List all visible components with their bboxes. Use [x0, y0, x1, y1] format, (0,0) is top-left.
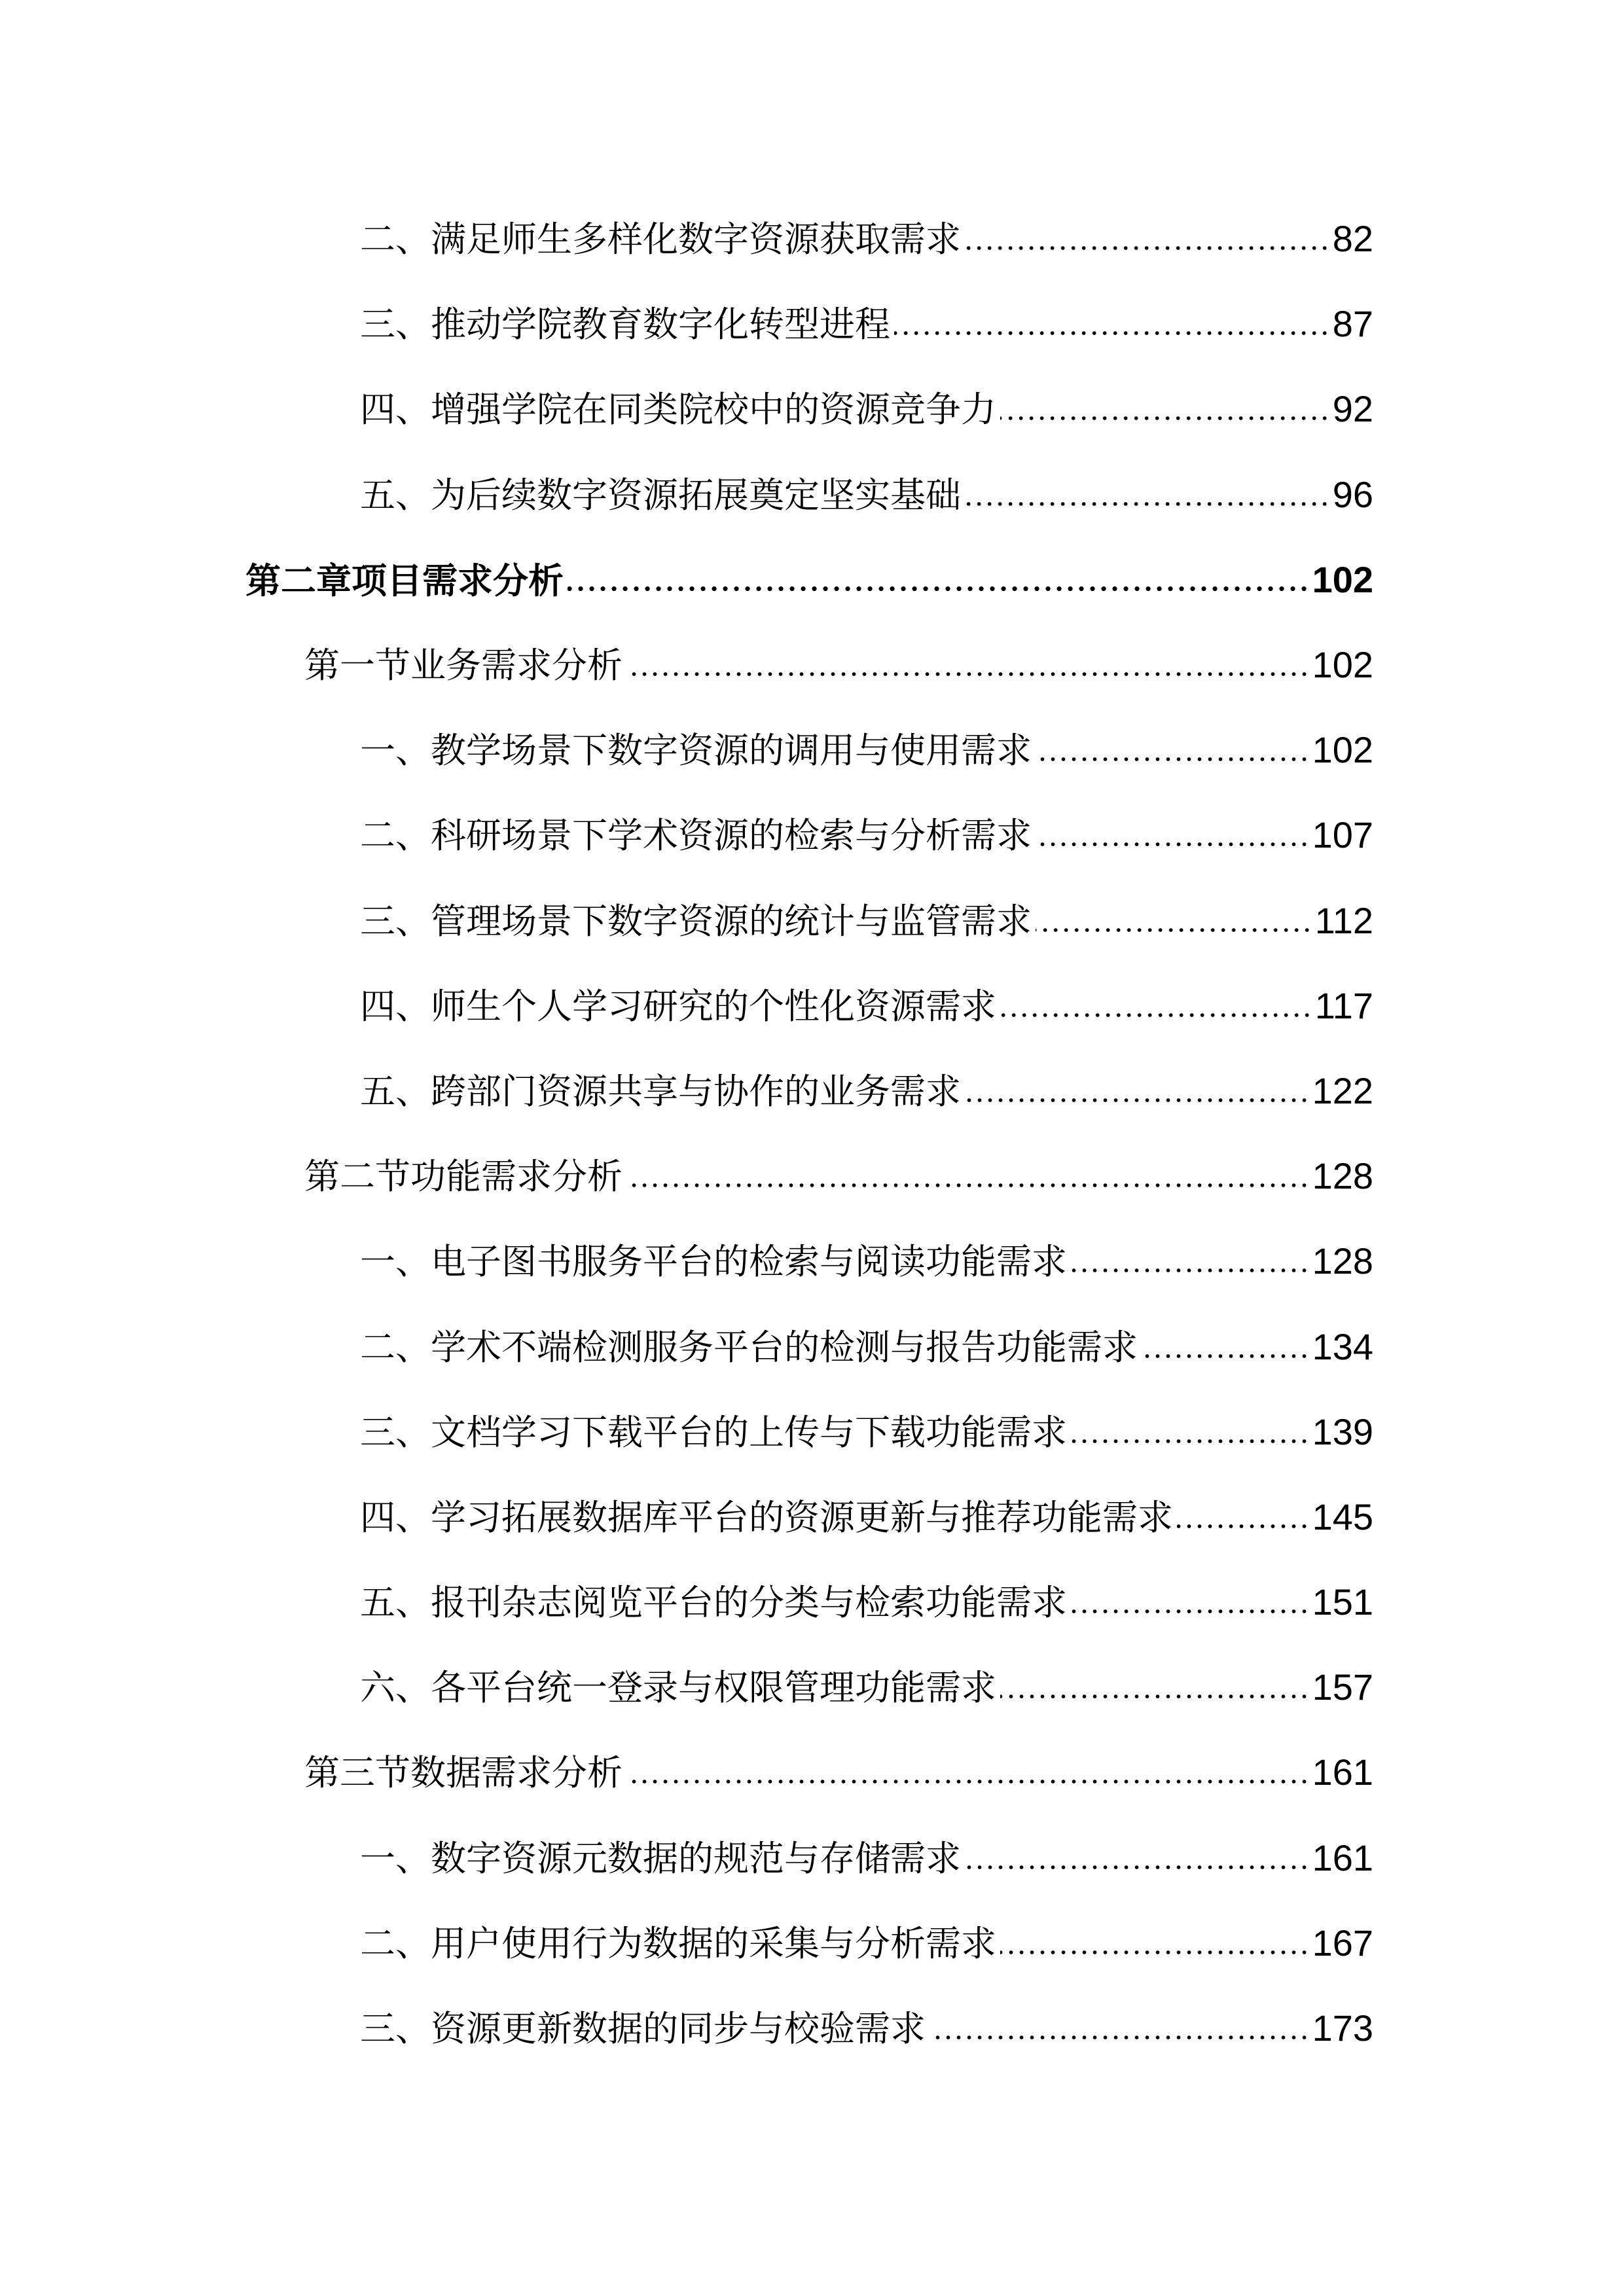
toc-entry-title: 六、各平台统一登录与权限管理功能需求	[360, 1667, 996, 1709]
toc-entry-title: 三、管理场景下数字资源的统计与监管需求	[360, 900, 1032, 942]
toc-entry-page-number: 161	[1312, 1837, 1373, 1878]
dot-leader	[1000, 416, 1330, 421]
toc-entry-title: 五、报刊杂志阅览平台的分类与检索功能需求	[360, 1582, 1067, 1624]
dot-leader	[626, 1779, 1310, 1784]
toc-entry-title: 二、满足师生多样化数字资源获取需求	[360, 219, 961, 260]
toc-entry[interactable]	[0, 1219, 1624, 1304]
toc-entry-page-number: 92	[1332, 388, 1373, 430]
toc-entry[interactable]	[0, 367, 1624, 452]
dot-leader	[626, 1183, 1310, 1188]
toc-entry[interactable]	[0, 793, 1624, 878]
toc-section-title: 第一节业务需求分析	[304, 645, 623, 687]
toc-section-entry[interactable]	[0, 1134, 1624, 1219]
dot-leader	[929, 2035, 1310, 2040]
dot-leader	[965, 1098, 1310, 1103]
toc-entry-title: 四、师生个人学习研究的个性化资源需求	[360, 985, 996, 1027]
toc-chapter-entry[interactable]	[0, 537, 1624, 622]
toc-entry-title: 五、跨部门资源共享与协作的业务需求	[360, 1070, 961, 1112]
toc-entry-page-number: 139	[1312, 1410, 1373, 1452]
toc-chapter-title: 第二章项目需求分析	[245, 559, 564, 601]
toc-entry-page-number: 117	[1314, 984, 1373, 1026]
toc-entry[interactable]	[0, 1304, 1624, 1389]
toc-entry[interactable]	[0, 878, 1624, 963]
dot-leader	[1036, 842, 1310, 847]
toc-entry[interactable]	[0, 1390, 1624, 1475]
toc-entry[interactable]	[0, 708, 1624, 793]
dot-leader	[1036, 757, 1310, 762]
toc-entry[interactable]	[0, 196, 1624, 281]
toc-entry-page-number: 87	[1332, 303, 1373, 345]
toc-entry[interactable]	[0, 1049, 1624, 1134]
toc-entry[interactable]	[0, 1645, 1624, 1730]
toc-entry-title: 五、为后续数字资源拓展奠定坚实基础	[360, 474, 961, 516]
dot-leader	[1071, 1439, 1310, 1444]
toc-entry-title: 三、资源更新数据的同步与校验需求	[360, 2008, 926, 2050]
toc-section-title: 第二节功能需求分析	[304, 1156, 623, 1198]
toc-entry-title: 二、学术不端检测服务平台的检测与报告功能需求	[360, 1326, 1138, 1368]
toc-entry-title: 三、推动学院教育数字化转型进程	[360, 304, 890, 346]
toc-entry[interactable]	[0, 281, 1624, 367]
toc-entry[interactable]	[0, 1560, 1624, 1645]
toc-entry-page-number: 102	[1312, 644, 1373, 686]
toc-entry-title: 四、增强学院在同类院校中的资源竞争力	[360, 389, 996, 431]
toc-entry[interactable]	[0, 963, 1624, 1049]
dot-leader	[1177, 1524, 1310, 1529]
dot-leader	[1000, 1950, 1310, 1955]
toc-entry-page-number: 107	[1312, 814, 1373, 856]
toc-entry[interactable]	[0, 1816, 1624, 1901]
toc-entry[interactable]	[0, 1986, 1624, 2071]
toc-entry-title: 四、学习拓展数据库平台的资源更新与推荐功能需求	[360, 1496, 1173, 1538]
toc-entry-page-number: 112	[1314, 899, 1373, 941]
toc-entry-page-number: 122	[1312, 1069, 1373, 1111]
toc-entry[interactable]	[0, 452, 1624, 537]
toc-entry-title: 二、科研场景下学术资源的检索与分析需求	[360, 815, 1032, 857]
toc-entry-page-number: 128	[1312, 1240, 1373, 1282]
toc-entry-page-number: 145	[1312, 1496, 1373, 1537]
toc-entry-page-number: 134	[1312, 1325, 1373, 1367]
toc-entry[interactable]	[0, 1901, 1624, 1986]
table-of-contents	[0, 196, 1624, 2071]
toc-entry-page-number: 102	[1312, 558, 1373, 600]
toc-entry[interactable]	[0, 1475, 1624, 1560]
dot-leader	[1071, 1268, 1310, 1273]
toc-entry-title: 一、数字资源元数据的规范与存储需求	[360, 1837, 961, 1879]
toc-entry-page-number: 167	[1312, 1922, 1373, 1964]
toc-entry-title: 一、教学场景下数字资源的调用与使用需求	[360, 730, 1032, 772]
toc-entry-page-number: 157	[1312, 1666, 1373, 1708]
toc-entry-title: 三、文档学习下载平台的上传与下载功能需求	[360, 1411, 1067, 1453]
dot-leader	[626, 672, 1310, 677]
dot-leader	[965, 245, 1330, 251]
dot-leader	[1000, 1013, 1312, 1018]
toc-entry-title: 二、用户使用行为数据的采集与分析需求	[360, 1922, 996, 1964]
dot-leader	[1142, 1354, 1310, 1359]
toc-section-title: 第三节数据需求分析	[304, 1752, 623, 1794]
toc-entry-page-number: 161	[1312, 1751, 1373, 1793]
toc-section-entry[interactable]	[0, 622, 1624, 708]
dot-leader	[1036, 927, 1312, 933]
toc-entry-page-number: 151	[1312, 1581, 1373, 1623]
toc-entry-page-number: 173	[1312, 2007, 1373, 2049]
toc-entry-title: 一、电子图书服务平台的检索与阅读功能需求	[360, 1241, 1067, 1283]
toc-entry-page-number: 128	[1312, 1155, 1373, 1197]
dot-leader	[568, 586, 1310, 592]
dot-leader	[1000, 1694, 1310, 1699]
toc-entry-page-number: 82	[1332, 218, 1373, 260]
toc-section-entry[interactable]	[0, 1730, 1624, 1815]
dot-leader	[965, 1865, 1310, 1870]
dot-leader	[1071, 1609, 1310, 1614]
toc-entry-page-number: 102	[1312, 729, 1373, 771]
dot-leader	[965, 501, 1330, 507]
toc-entry-page-number: 96	[1332, 473, 1373, 515]
dot-leader	[894, 331, 1330, 336]
